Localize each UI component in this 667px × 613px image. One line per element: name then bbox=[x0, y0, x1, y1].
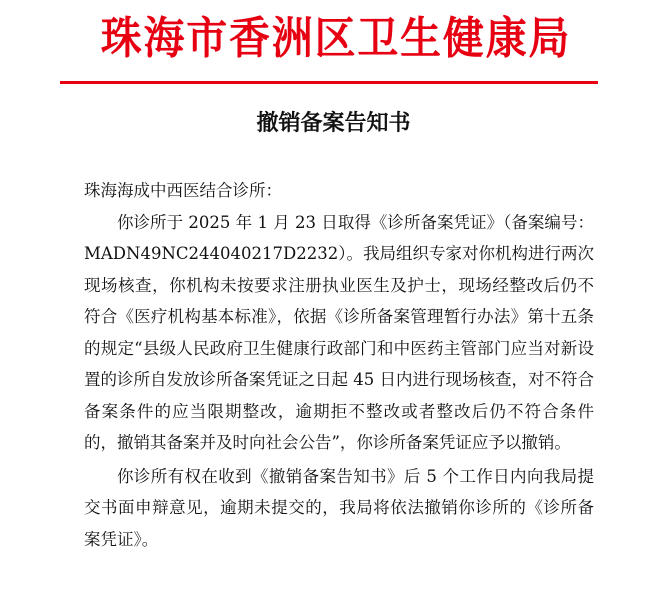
salutation: 珠海海成中西医结合诊所： bbox=[84, 181, 282, 200]
agency-letterhead: 珠海市香洲区卫生健康局 bbox=[100, 13, 572, 64]
body-paragraph-1: 你诊所于 2025 年 1 月 23 日取得《诊所备案凭证》（备案编号：MADN49NC244040217D2232）。我局组织专家对你机构进行两次现场核查，你机构未按要求注册执业医生及护士，现场经整改后仍不符合《医疗机构基本标准》，依据《诊所备案管理暂行办法》第十五条的规定“县级人民政府卫生健康行政部门和中医药主管部门应当对新设置的诊所自发放诊所备案凭证之日起 45 日内进行现场核查，对不符合备案条件的应当限期整改，逾期拒不整改或者整改后仍不符合条件的，撤销其备案并及时向社会公告”，你诊所备案凭证应予以撤销。 bbox=[84, 212, 594, 452]
document-title: 撤销备案告知书 bbox=[256, 111, 411, 136]
document-body bbox=[84, 175, 594, 555]
letterhead-divider bbox=[60, 81, 598, 84]
body-paragraph-2: 你诊所有权在收到《撤销备案告知书》后 5 个工作日内向我局提交书面申辩意见，逾期未提交的，我局将依法撤销你诊所的《诊所备案凭证》。 bbox=[84, 466, 594, 549]
